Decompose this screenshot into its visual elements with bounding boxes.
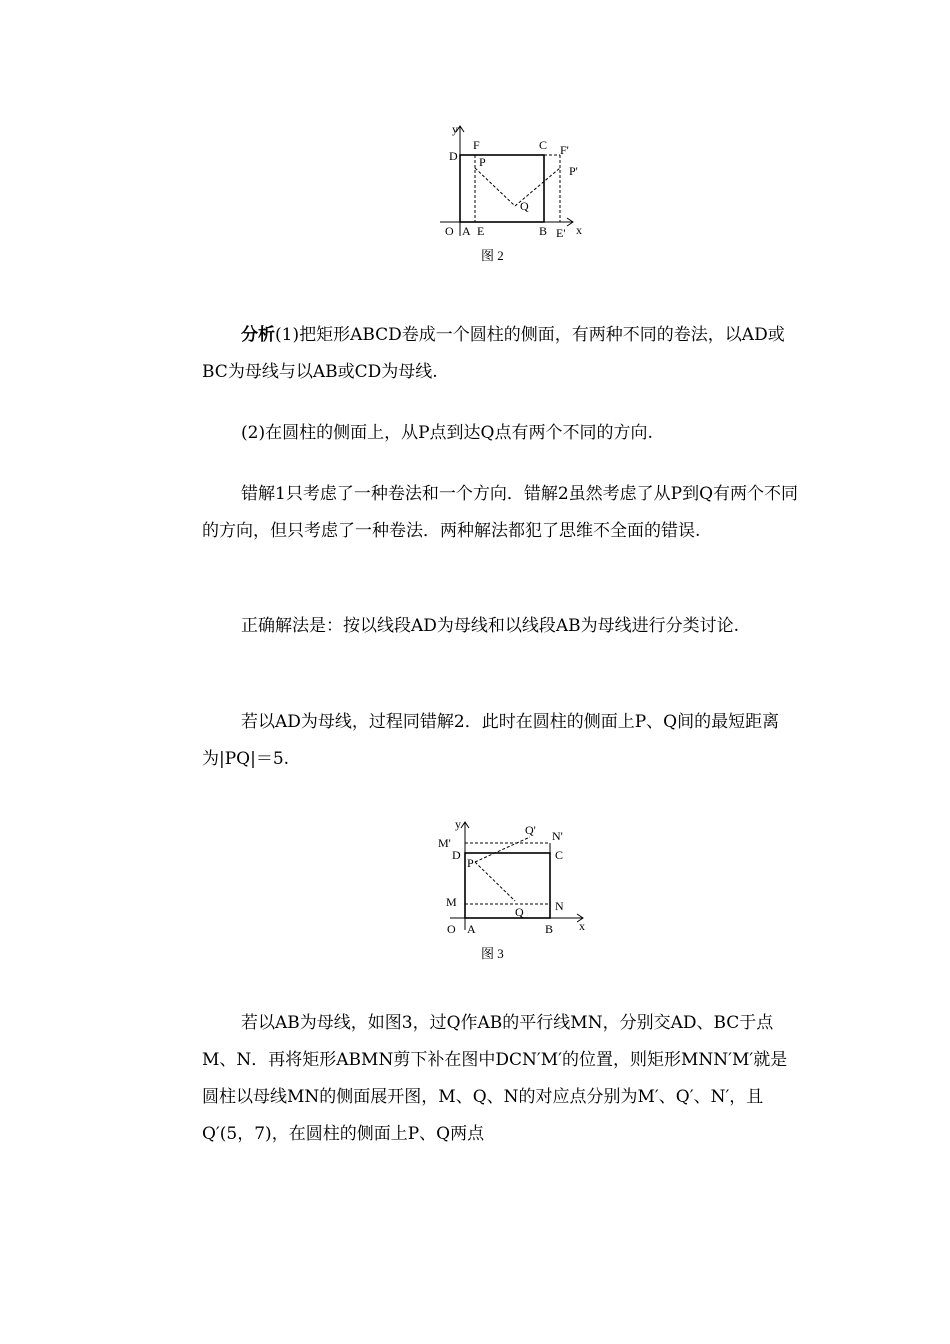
fig3-label-Q-prime: Q' [525,823,536,837]
fig2-label-F-prime: F' [560,143,569,157]
paragraph-2: (2)在圆柱的侧面上，从P点到达Q点有两个不同的方向. [241,423,653,443]
paragraph-3: 错解1只考虑了一种卷法和一个方向．错解2虽然考虑了从P到Q有两个不同的方向，但只考虑了一种卷法．两种解法都犯了思维不全面的错误. [202,484,799,541]
figure-3-caption: 图 3 [481,946,504,961]
paragraph-5: 若以AD为母线，过程同错解2．此时在圆柱的侧面上P、Q间的最短距离为|PQ|＝5. [202,712,780,769]
fig2-label-O: O [445,224,454,238]
fig2-label-D: D [449,149,458,163]
fig2-label-y: y [452,122,458,136]
fig3-label-x: x [579,919,585,933]
paragraph-6: 若以AB为母线，如图3，过Q作AB的平行线MN，分别交AD、BC于点M、N．再将矩形ABMN剪下补在图中DCN′M′的位置，则矩形MNN′M′就是圆柱以母线MN的侧面展开图，M、Q、N的对应点分别为M′、Q′、N′，且Q′(5，7)，在圆柱的侧面上P、Q两点 [202,1013,788,1144]
fig2-label-Q: Q [520,199,529,213]
analysis-label: 分析 [241,325,275,345]
fig3-label-y: y [455,817,461,831]
fig3-label-B: B [545,922,554,936]
fig3-label-N: N [555,899,564,913]
figure-3-diagram [435,812,595,967]
figure-2 [435,118,595,268]
paragraph-1-text: (1)把矩形ABCD卷成一个圆柱的侧面，有两种不同的卷法，以AD或BC为母线与以AB或CD为母线. [202,325,785,382]
fig3-label-M-prime: M' [438,836,451,850]
figure-3 [435,812,595,967]
fig2-label-P-prime: P' [569,164,578,178]
figure-2-caption: 图 2 [481,248,504,263]
fig3-label-P: P [467,856,474,870]
figure-2-diagram [435,118,595,268]
fig3-label-N-prime: N' [552,829,563,843]
fig3-label-M: M [446,895,457,909]
fig3-label-A: A [467,922,476,936]
fig3-label-Q: Q [515,905,524,919]
fig3-label-D: D [452,848,461,862]
fig2-label-E: E [477,224,485,238]
fig2-label-x: x [576,223,582,237]
paragraph-4: 正确解法是：按以线段AD为母线和以线段AB为母线进行分类讨论. [241,616,740,636]
fig2-label-A: A [462,224,471,238]
fig3-label-C: C [555,848,564,862]
fig2-label-C: C [539,138,548,152]
fig2-label-E-prime: E' [556,226,566,240]
fig2-label-P: P [479,155,486,169]
fig3-label-O: O [447,922,456,936]
paragraph-1 [202,317,802,391]
fig2-label-F: F [473,138,480,152]
fig2-label-B: B [539,224,548,238]
